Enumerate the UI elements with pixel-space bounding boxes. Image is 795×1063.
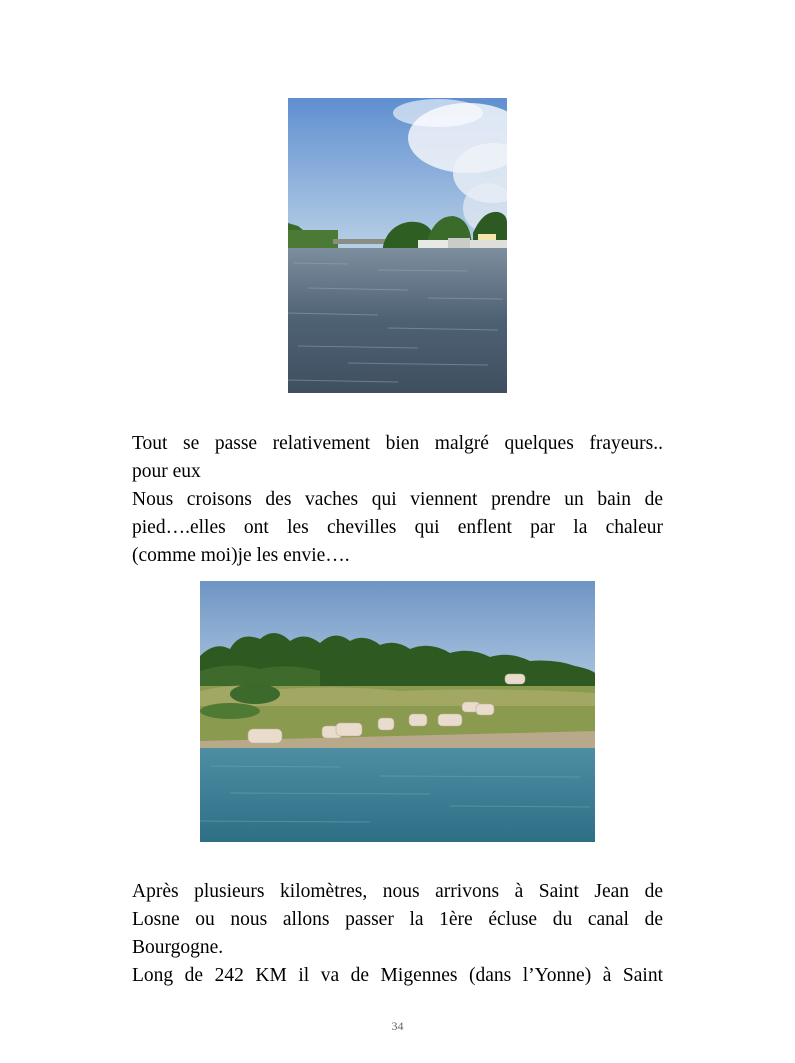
- paragraph-1: [132, 430, 663, 570]
- paragraph-2: [132, 878, 663, 990]
- paragraph-1-line: pied….elles ont les chevilles qui enflent par la chaleur: [132, 517, 663, 538]
- paragraph-1-line: pour eux: [132, 461, 201, 482]
- river-illustration: [288, 98, 507, 393]
- photo-cows-riverbank: [200, 581, 595, 842]
- paragraph-2-line: Bourgogne.: [132, 937, 224, 958]
- cows-illustration: [200, 581, 595, 842]
- page-number: 34: [391, 1019, 404, 1033]
- paragraph-2-line: Losne ou nous allons passer la 1ère écluse du canal de: [132, 909, 663, 930]
- paragraph-1-line: Nous croisons des vaches qui viennent prendre un bain de: [132, 489, 663, 510]
- paragraph-2-line: Long de 242 KM il va de Migennes (dans l’Yonne) à Saint: [132, 965, 663, 986]
- paragraph-1-line: Tout se passe relativement bien malgré quelques frayeurs..: [132, 433, 663, 454]
- paragraph-1-line: (comme moi)je les envie….: [132, 545, 350, 566]
- paragraph-2-line: Après plusieurs kilomètres, nous arrivons à Saint Jean de: [132, 881, 663, 902]
- photo-river-boats: [288, 98, 507, 393]
